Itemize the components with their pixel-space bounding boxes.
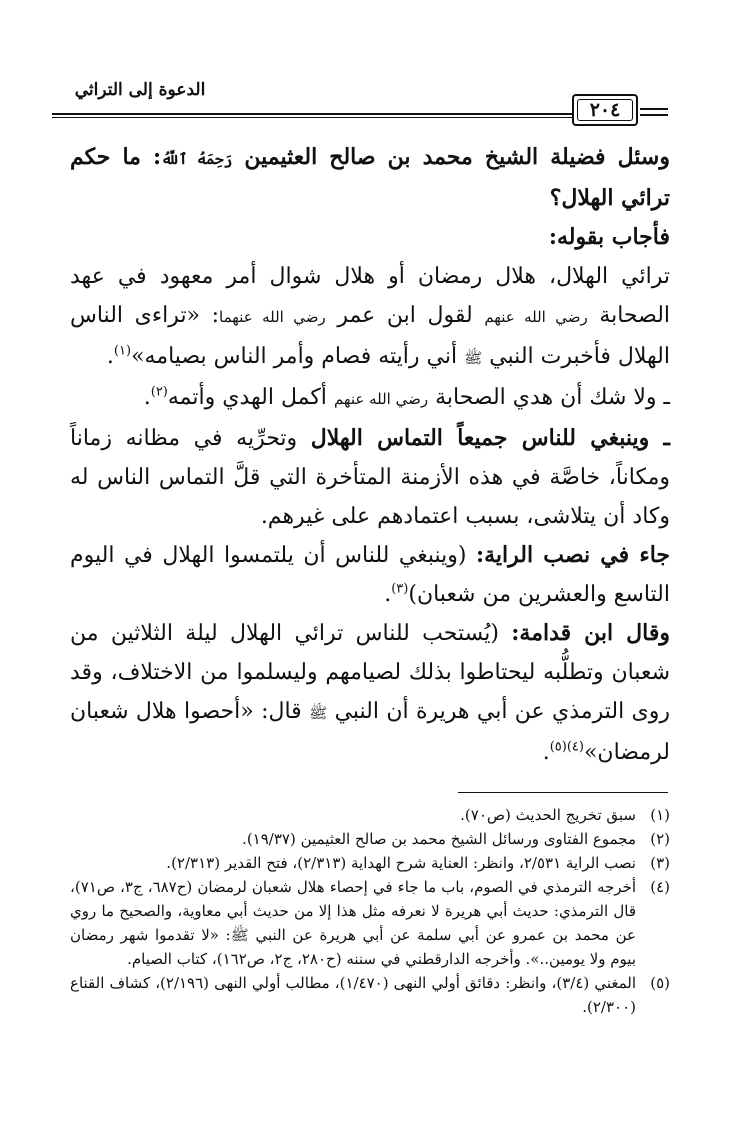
footnote-ref: (٥) (549, 739, 567, 755)
main-text (70, 138, 670, 772)
honorific-glyph: رضي الله عنهم (333, 390, 429, 408)
footnote-ref: (٢) (150, 384, 168, 400)
footnote: (٤) أخرجه الترمذي في الصوم، باب ما جاء في إحصاء هلال شعبان لرمضان (ح٦٨٧، ج٣، ص٧١)، قال الترمذي: حديث أبي هريرة لا نعرفه مثل هذا إلا من حديث أبي معاوية، والصحيح ما روي عن محمد بن عمرو عن أبي سلمة عن أبي هريرة عن النبي ﷺ: «لا تقدموا شهر رمضان بيوم ولا يومين..». وأخرجه الدارقطني في سننه (ح٢٨٠، ج٢، ص١٦٢)، كتاب الصيام. (70, 878, 670, 968)
header-rule (52, 113, 592, 115)
footnote: (١) سبق تخريج الحديث (ص٧٠). (460, 806, 670, 824)
header-rule-thin (52, 117, 592, 118)
paragraph-3: ـ وينبغي للناس جميعاً التماس الهلال وتحرِّيه في مظانه زماناً ومكاناً، خاصَّة في هذه الأزمنة المتأخرة التي قلَّ التماس الناس له وكاد أن يتلاشى، بسبب اعتمادهم على غيرهم. (70, 425, 670, 529)
page-number: ٢٠٤ (589, 99, 621, 121)
paragraph-5: وقال ابن قدامة: (يُستحب للناس ترائي الهلال ليلة الثلاثين من شعبان وتطلُّبه ليحتاطوا بذلك لصيامهم وليسلموا من الاختلاف، وقد روى الترمذي عن أبي هريرة أن النبي ﷺ قال: «أحصوا هلال شعبان لرمضان»$^{(٤)(٥)}$. (70, 620, 671, 765)
question-paragraph: وسئل فضيلة الشيخ محمد بن صالح العثيمين رَحِمَهُ ٱللَّهُ: ما حكم ترائي الهلال؟ (70, 144, 670, 211)
footnote-ref: (٤) (566, 739, 584, 755)
footnote: (٢) مجموع الفتاوى ورسائل الشيخ محمد بن صالح العثيمين (١٩/٣٧). (242, 830, 670, 848)
running-title: الدعوة إلى التراثي (74, 80, 206, 100)
footnote: (٥) المغني (٣/٤)، وانظر: دقائق أولي النهى (١/٤٧٠)، مطالب أولي النهى (٢/١٩٦)، كشاف القناع (٢/٣٠٠). (70, 974, 670, 1016)
footnotes (70, 803, 670, 1019)
honorific-glyph: ﷺ (464, 349, 483, 367)
paragraph-1: ترائي الهلال، هلال رمضان أو هلال شوال أمر معهود في عهد الصحابة رضي الله عنهم لقول ابن عمر رضي الله عنهما: «تراءى الناس الهلال فأخبرت النبي ﷺ أني رأيته فصام وأمر الناس بصيامه»$^{(١)}$. (70, 264, 671, 369)
paragraph-2: ـ ولا شك أن هدي الصحابة رضي الله عنهم أكمل الهدي وأتمه$^{(٢)}$. (143, 384, 670, 410)
honorific-glyph: ﷺ (309, 704, 328, 722)
honorific-glyph: رَحِمَهُ ٱللَّهُ (161, 150, 233, 168)
page-number-box (572, 94, 638, 126)
honorific-glyph: رضي الله عنهما (219, 308, 326, 326)
paragraph-4: جاء في نصب الراية: (وينبغي للناس أن يلتمسوا الهلال في اليوم التاسع والعشرين من شعبان)$^{(٣)}$. (70, 542, 671, 607)
footnote: (٣) نصب الراية ٢/٥٣١، وانظر: العناية شرح الهداية (٢/٣١٣)، فتح القدير (٢/٣١٣). (166, 854, 670, 872)
footnote-separator (458, 792, 668, 793)
footnote-ref: (٣) (391, 581, 409, 597)
footnote-ref: (١) (113, 343, 132, 359)
ornament-line-top (640, 108, 668, 110)
ornament-line-bottom (640, 114, 668, 116)
honorific-glyph: رضي الله عنهم (484, 308, 588, 326)
answer-heading: فأجاب بقوله: (548, 224, 670, 250)
